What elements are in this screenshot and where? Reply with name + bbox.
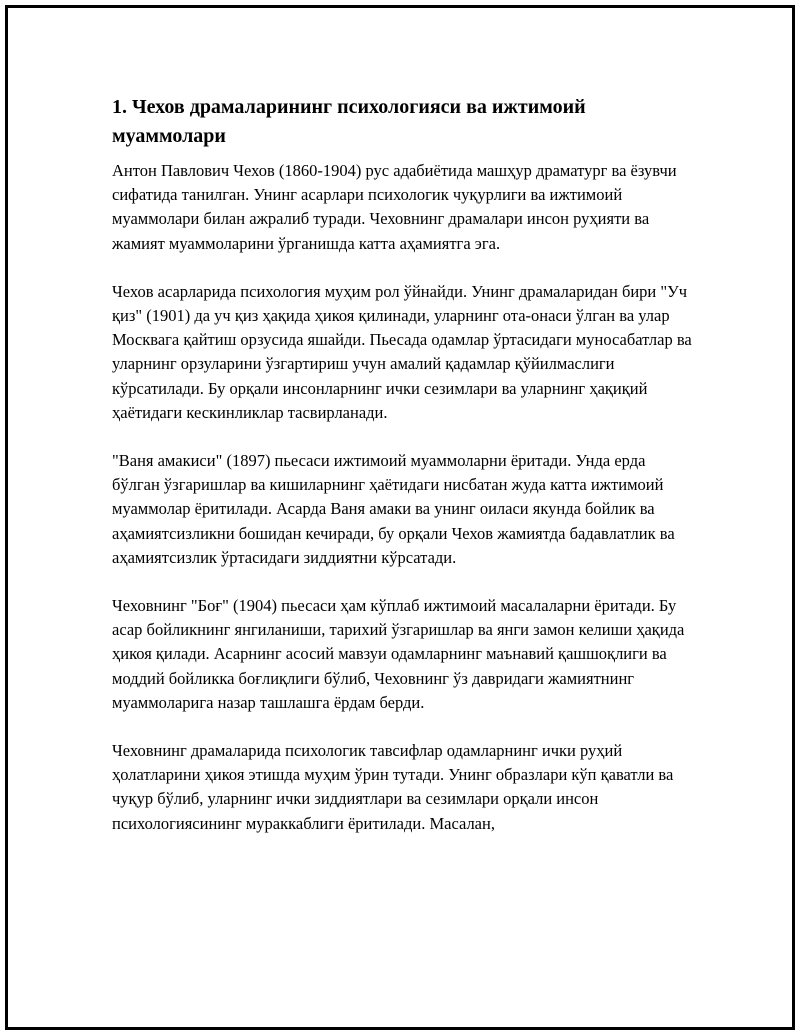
paragraph-three-sisters: Чехов асарларида психология муҳим рол ўйнайди. Унинг драмаларидан бири "Уч қиз" (1901) да уч қиз ҳақида ҳикоя қилинади, уларнинг ота-онаси ўлган ва улар Москвага қайтиш орзусида яшайди. Пьесада одамлар ўртасидаги муносабатлар ва уларнинг орзуларини ўзгартириш учун амалий қадамлар қўйилмаслиги кўрсатилади. Бу орқали инсонларнинг ички сезимлари ва уларнинг ҳақиқий ҳаётидаги кескинликлар тасвирланади.: [112, 281, 692, 422]
paragraph-intro: Антон Павлович Чехов (1860-1904) рус адабиётида машҳур драматург ва ёзувчи сифатида танилган. Унинг асарлари психологик чуқурлиги ва ижтимоий муаммолари билан ажралиб туради. Чеховнинг драмалари инсон руҳияти ва жамият муаммоларини ўрганишда катта аҳамиятга эга.: [112, 161, 677, 253]
paragraph-uncle-vanya: "Ваня амакиси" (1897) пьесаси ижтимоий муаммоларни ёритади. Унда ерда бўлган ўзгаришлар ва кишиларнинг ҳаётидаги нисбатан жуда катта ижтимоий муаммолар ёритилади. Асарда Ваня амаки ва унинг оиласи якунда бойлик ва аҳамиятсизликни бошидан кечиради, бу орқали Чехов жамиятда бадавлатлик ва аҳамиятсизлик ўртасидаги зиддиятни кўрсатади.: [112, 451, 675, 567]
document-body: [112, 93, 692, 860]
paragraph-cherry-orchard: Чеховнинг "Боғ" (1904) пьесаси ҳам кўплаб ижтимоий масалаларни ёритади. Бу асар бойликнинг янгиланиши, тарихий ўзгаришлар ва янги замон келиши ҳақида ҳикоя қилади. Асарнинг асосий мавзуи одамларнинг маънавий қашшоқлиги ва моддий бойликка боғлиқлиги бўлиб, Чеховнинг ўз давридаги жамиятнинг муаммоларига назар ташлашга ёрдам берди.: [112, 596, 685, 712]
section-heading: 1. Чехов драмаларининг психологияси ва ижтимоий муаммолари: [112, 96, 586, 147]
paragraph-psychology: Чеховнинг драмаларида психологик тавсифлар одамларнинг ички руҳий ҳолатларини ҳикоя этишда муҳим ўрин тутади. Унинг образлари кўп қаватли ва чуқур бўлиб, уларнинг ички зиддиятлари ва сезимлари орқали инсон психологиясининг мураккаблиги ёритилади. Масалан,: [112, 741, 674, 833]
